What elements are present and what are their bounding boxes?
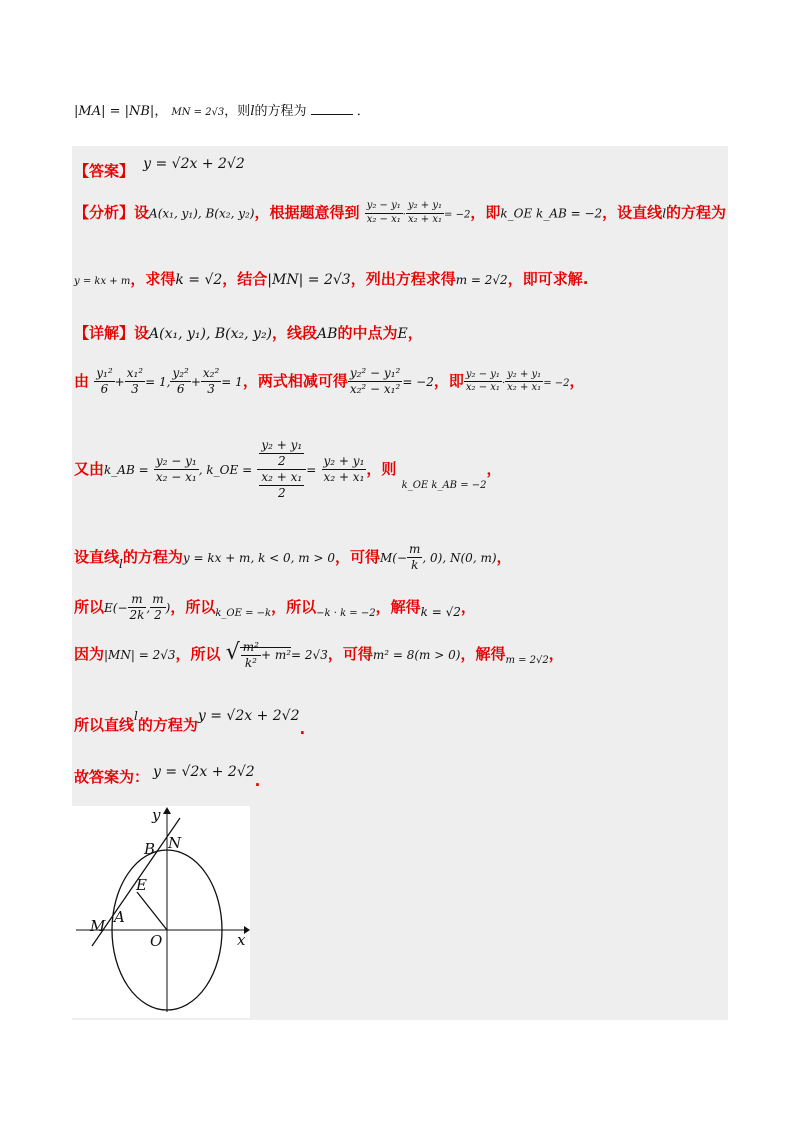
detail-frac	[464, 369, 502, 395]
label-x: x	[237, 931, 246, 949]
detail-text: 的方程为	[137, 716, 198, 734]
detail-text: ，	[496, 548, 512, 566]
plus-sign: +	[190, 375, 201, 389]
frac-den: k	[407, 557, 422, 573]
detail-ab: AB	[317, 326, 338, 342]
analysis-text: ，即	[470, 203, 501, 222]
detail-text: ，解得	[460, 645, 506, 663]
detail-answer: y = √2x + 2√2	[197, 708, 300, 724]
analysis-k: k = √2	[175, 272, 223, 288]
detail-text: 又由	[74, 460, 105, 478]
frac-den: x₂ + x₁	[406, 213, 444, 227]
detail-label: 【详解】设	[74, 324, 150, 342]
analysis-mn: |MN| = 2√3	[267, 272, 351, 288]
frac-num: x₂ + x₁	[261, 470, 303, 484]
frac-num: y₂ + y₁	[507, 368, 542, 380]
answer-formula: y = √2x + 2√2	[143, 156, 245, 172]
detail-koe: , k_OE =	[198, 463, 253, 477]
detail-frac	[170, 366, 190, 397]
detail-eq: −k · k = −2	[316, 608, 376, 619]
question-eq1: |MA| = |NB|	[74, 104, 155, 119]
plus-sign: +	[114, 375, 125, 389]
label-m: M	[90, 917, 106, 935]
detail-line-5	[74, 592, 476, 623]
frac-den: 3	[201, 381, 221, 397]
label-n: N	[168, 834, 182, 852]
detail-k: k = √2	[420, 605, 461, 619]
analysis-dot: ·	[402, 209, 406, 221]
frac-num: m	[131, 592, 143, 606]
answer-line	[74, 152, 245, 180]
frac-num: x₁²	[126, 366, 144, 380]
answer-blank	[311, 104, 353, 115]
detail-frac	[128, 592, 147, 623]
detail-text: ，所以	[175, 645, 221, 663]
ellipse-figure	[72, 806, 250, 1018]
analysis-text: ，列出方程求得	[350, 270, 456, 288]
detail-text: 因为	[74, 645, 105, 663]
detail-text: ，	[569, 372, 585, 390]
question-text2: 的方程为	[254, 104, 307, 119]
analysis-line-eq: y = kx + m	[74, 276, 131, 287]
detail-eq: = −2	[543, 378, 570, 389]
detail-koe: k_OE = −k	[215, 608, 272, 619]
frac-den: 6	[94, 381, 114, 397]
detail-line-3	[74, 438, 502, 501]
detail-text: 所以	[74, 598, 105, 616]
detail-text: ，可得	[334, 548, 380, 566]
detail-line-2	[74, 366, 585, 397]
label-a: A	[114, 908, 125, 926]
detail-paren: )	[165, 601, 171, 615]
question-var-l: l	[250, 104, 255, 119]
frac-num: y₂ − y₁	[366, 200, 401, 211]
frac-num	[257, 438, 306, 469]
detail-frac	[407, 542, 422, 573]
frac-num: y₂²	[172, 366, 189, 380]
detail-text: ，所以	[170, 598, 216, 616]
detail-frac	[154, 454, 199, 485]
detail-sqrt	[240, 640, 292, 670]
analysis-text: 设	[134, 203, 150, 222]
detail-frac	[348, 366, 402, 397]
analysis-text: ，即可求解.	[507, 270, 589, 288]
frac-num: m	[152, 592, 164, 606]
detail-complex-frac	[257, 438, 306, 501]
frac-den: x₂² − x₁²	[348, 381, 402, 397]
analysis-text: ，求得	[130, 270, 176, 288]
detail-text: .	[299, 720, 306, 738]
detail-text: ，可得	[327, 645, 373, 663]
question-end: ．	[356, 104, 370, 119]
sqrt-sign: √	[225, 640, 240, 665]
frac-den: 3	[125, 381, 145, 397]
detail-var-l: l	[119, 557, 123, 571]
analysis-frac-1	[365, 200, 403, 226]
frac-num: y₂ + y₁	[261, 438, 303, 452]
detail-text: 的方程为	[122, 548, 183, 566]
frac-den: x₂ − x₁	[464, 381, 502, 395]
label-y: y	[152, 806, 161, 824]
analysis-text: 的方程为	[666, 203, 727, 222]
label-b: B	[144, 840, 156, 858]
analysis-m: m = 2√2	[455, 273, 508, 287]
detail-text: ，	[407, 324, 423, 342]
detail-text: ，则	[366, 460, 397, 478]
frac-num: x₂²	[202, 366, 220, 380]
detail-frac	[150, 592, 165, 623]
detail-line-eq: y = kx + m, k < 0, m > 0	[182, 551, 335, 565]
question-line	[74, 100, 370, 119]
frac-den: 2k	[129, 608, 145, 622]
analysis-slopes: k_OE k_AB = −2	[500, 206, 603, 221]
frac-num: y₂ − y₁	[465, 368, 500, 380]
detail-line-8	[74, 760, 261, 790]
detail-text: 故答案为：	[74, 768, 150, 786]
detail-point-e: E(−	[104, 601, 128, 615]
inner-frac	[259, 438, 304, 469]
detail-point-n: , 0), N(0, m)	[422, 551, 497, 565]
frac-den: 6	[170, 381, 190, 397]
analysis-eq: = −2	[444, 209, 471, 221]
detail-var-l: l	[134, 709, 138, 723]
detail-text: .	[254, 772, 261, 790]
dot-sign: ·	[501, 378, 506, 389]
detail-text: ，即	[433, 372, 464, 390]
detail-m: m = 2√2	[505, 655, 549, 666]
label-o: O	[150, 932, 163, 950]
frac-den: 2	[259, 453, 304, 469]
detail-text: ，	[486, 460, 502, 478]
detail-frac	[201, 366, 221, 397]
detail-text: ，线段	[272, 324, 318, 342]
frac-den: x₂ − x₁	[154, 469, 199, 485]
detail-line-7	[74, 704, 306, 738]
inner-frac	[259, 470, 304, 501]
question-text1: ，则	[224, 104, 251, 119]
detail-line-4	[74, 542, 512, 573]
frac-num: y₂ − y₁	[155, 454, 197, 468]
frac-den: 2	[259, 485, 304, 501]
detail-eq: = −2	[402, 375, 434, 389]
detail-text: ，两式相减可得	[242, 372, 348, 390]
detail-text: ，所以	[271, 598, 317, 616]
detail-frac	[241, 640, 261, 671]
frac-den: x₂ − x₁	[365, 213, 403, 227]
detail-point-m: M(−	[380, 551, 408, 565]
detail-text: ，	[548, 645, 564, 663]
analysis-frac-2	[406, 200, 444, 226]
detail-text: 所以直线	[74, 716, 135, 734]
frac-num: y₂ + y₁	[323, 454, 365, 468]
detail-frac	[505, 369, 543, 395]
detail-frac	[322, 454, 367, 485]
detail-line-1	[74, 322, 423, 343]
answer-label: 【答案】	[74, 162, 135, 180]
detail-text: ，解得	[375, 598, 421, 616]
detail-final-answer: y = √2x + 2√2	[153, 764, 255, 780]
detail-m-sq: m² = 8(m > 0)	[372, 648, 461, 662]
figure-background	[72, 806, 250, 1018]
analysis-label: 【分析】	[74, 203, 135, 222]
detail-kab: k_AB =	[104, 463, 149, 477]
frac-den	[257, 469, 306, 501]
detail-eq: = 2√3	[291, 648, 328, 662]
analysis-points: A(x₁, y₁), B(x₂, y₂)	[149, 206, 255, 221]
frac-num: m	[409, 542, 421, 556]
analysis-line-1	[74, 200, 726, 226]
detail-e: E	[397, 326, 408, 342]
analysis-line-2	[74, 268, 588, 289]
frac-num: y₂² − y₁²	[349, 366, 401, 380]
frac-num: y₂ + y₁	[407, 200, 443, 211]
detail-slopes: k_OE k_AB = −2	[401, 480, 487, 491]
analysis-text: ，根据题意得到	[254, 203, 360, 222]
analysis-text: ，结合	[222, 270, 268, 288]
analysis-var-l: l	[662, 206, 667, 221]
label-e: E	[136, 876, 147, 894]
detail-sep: ,	[146, 601, 151, 615]
frac-den: k²	[241, 655, 261, 671]
frac-den: x₂ + x₁	[322, 469, 367, 485]
detail-eq: =	[306, 463, 317, 477]
analysis-text: ，设直线	[602, 203, 663, 222]
question-eq2: MN = 2√3	[171, 107, 225, 118]
detail-frac	[94, 366, 114, 397]
frac-num: m²	[242, 640, 259, 654]
detail-points: A(x₁, y₁), B(x₂, y₂)	[149, 326, 273, 342]
detail-text: 由	[74, 372, 90, 390]
detail-text: 设直线	[74, 548, 120, 566]
detail-frac	[125, 366, 145, 397]
frac-den: x₂ + x₁	[505, 381, 543, 395]
detail-text: ，	[460, 598, 476, 616]
frac-den: 2	[150, 607, 165, 623]
detail-line-6	[74, 640, 564, 671]
detail-text: 的中点为	[337, 324, 398, 342]
question-sep: ，	[154, 104, 168, 119]
detail-mn: |MN| = 2√3	[104, 648, 176, 662]
detail-eq: = 1,	[145, 375, 171, 389]
detail-plus: + m²	[260, 648, 292, 662]
detail-eq: = 1	[221, 375, 243, 389]
frac-num: y₁²	[96, 366, 113, 380]
